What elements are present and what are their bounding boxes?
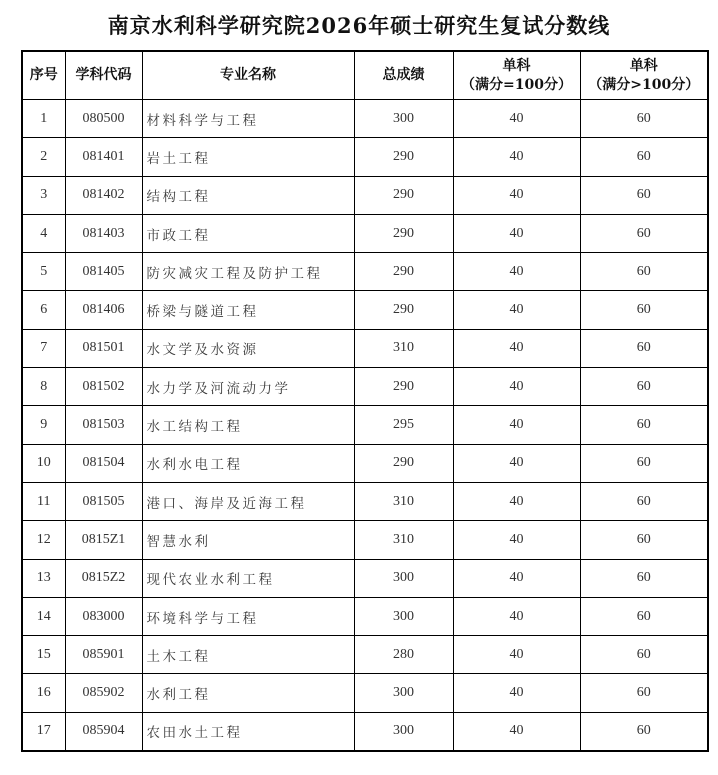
cell-single-over100: 60 — [580, 712, 708, 751]
cell-single-100: 40 — [453, 559, 580, 597]
cell-total: 290 — [354, 214, 453, 252]
cell-major: 环境科学与工程 — [142, 597, 354, 635]
cell-single-over100: 60 — [580, 482, 708, 520]
header-single-over100-line1: 单科 — [629, 57, 658, 74]
cell-single-over100: 60 — [580, 100, 708, 138]
cell-single-100: 40 — [453, 521, 580, 559]
cell-index: 17 — [22, 712, 65, 751]
header-single-100-line1: 单科 — [502, 57, 531, 74]
cell-index: 6 — [22, 291, 65, 329]
cell-code: 083000 — [65, 597, 142, 635]
cell-index: 11 — [22, 482, 65, 520]
cell-single-over100: 60 — [580, 444, 708, 482]
cell-single-100: 40 — [453, 329, 580, 367]
cell-index: 10 — [22, 444, 65, 482]
cell-single-over100: 60 — [580, 636, 708, 674]
cell-total: 300 — [354, 712, 453, 751]
header-single-over100-line2: （满分>100分） — [588, 76, 700, 93]
cell-total: 290 — [354, 138, 453, 176]
cell-single-100: 40 — [453, 712, 580, 751]
cell-total: 290 — [354, 253, 453, 291]
header-single-100 — [453, 51, 580, 100]
header-index: 序号 — [22, 51, 65, 100]
cell-code: 081503 — [65, 406, 142, 444]
cell-code: 0815Z1 — [65, 521, 142, 559]
cell-code: 085901 — [65, 636, 142, 674]
cell-major: 现代农业水利工程 — [142, 559, 354, 597]
cell-code: 081502 — [65, 368, 142, 406]
table-row — [22, 636, 708, 674]
page-title: 南京水利科学研究院2026年硕士研究生复试分数线 — [107, 13, 611, 38]
cell-single-over100: 60 — [580, 674, 708, 712]
cell-major: 水利水电工程 — [142, 444, 354, 482]
cell-total: 310 — [354, 521, 453, 559]
table-row — [22, 100, 708, 138]
cell-single-over100: 60 — [580, 214, 708, 252]
cell-code: 085902 — [65, 674, 142, 712]
cell-code: 081505 — [65, 482, 142, 520]
table-row — [22, 214, 708, 252]
table-header — [22, 51, 708, 100]
cell-single-100: 40 — [453, 100, 580, 138]
cell-major: 水利工程 — [142, 674, 354, 712]
cell-index: 8 — [22, 368, 65, 406]
table-row — [22, 138, 708, 176]
cell-major: 水文学及水资源 — [142, 329, 354, 367]
cell-code: 081401 — [65, 138, 142, 176]
cell-major: 市政工程 — [142, 214, 354, 252]
cell-single-100: 40 — [453, 674, 580, 712]
header-single-over100 — [580, 51, 708, 100]
cell-index: 13 — [22, 559, 65, 597]
table-body — [22, 100, 708, 752]
cell-single-100: 40 — [453, 482, 580, 520]
cell-single-over100: 60 — [580, 176, 708, 214]
header-total: 总成绩 — [354, 51, 453, 100]
cell-single-100: 40 — [453, 406, 580, 444]
header-major: 专业名称 — [142, 51, 354, 100]
cell-major: 材料科学与工程 — [142, 100, 354, 138]
cell-single-100: 40 — [453, 253, 580, 291]
cell-index: 15 — [22, 636, 65, 674]
cell-single-over100: 60 — [580, 559, 708, 597]
cell-total: 290 — [354, 368, 453, 406]
cell-code: 081403 — [65, 214, 142, 252]
cell-code: 0815Z2 — [65, 559, 142, 597]
cell-single-over100: 60 — [580, 253, 708, 291]
cell-code: 081501 — [65, 329, 142, 367]
cell-code: 081406 — [65, 291, 142, 329]
cell-major: 岩土工程 — [142, 138, 354, 176]
cell-total: 300 — [354, 597, 453, 635]
table-row — [22, 329, 708, 367]
table-row — [22, 712, 708, 751]
header-single-100-line2: （满分=100分） — [461, 76, 572, 93]
cell-single-over100: 60 — [580, 291, 708, 329]
cell-total: 280 — [354, 636, 453, 674]
cell-index: 3 — [22, 176, 65, 214]
table-row — [22, 406, 708, 444]
cell-total: 310 — [354, 482, 453, 520]
cell-total: 290 — [354, 291, 453, 329]
cell-total: 300 — [354, 559, 453, 597]
cell-code: 080500 — [65, 100, 142, 138]
cell-total: 290 — [354, 176, 453, 214]
table-row — [22, 253, 708, 291]
table-row — [22, 176, 708, 214]
cell-single-100: 40 — [453, 444, 580, 482]
cell-index: 14 — [22, 597, 65, 635]
table-row — [22, 597, 708, 635]
table-row — [22, 521, 708, 559]
cell-major: 港口、海岸及近海工程 — [142, 482, 354, 520]
cell-single-100: 40 — [453, 214, 580, 252]
cell-single-over100: 60 — [580, 597, 708, 635]
cell-index: 16 — [22, 674, 65, 712]
cell-index: 2 — [22, 138, 65, 176]
cell-total: 300 — [354, 100, 453, 138]
cell-single-over100: 60 — [580, 521, 708, 559]
cell-code: 081402 — [65, 176, 142, 214]
cell-single-100: 40 — [453, 597, 580, 635]
cell-major: 水力学及河流动力学 — [142, 368, 354, 406]
cell-index: 9 — [22, 406, 65, 444]
cell-major: 智慧水利 — [142, 521, 354, 559]
cell-single-over100: 60 — [580, 368, 708, 406]
cell-index: 7 — [22, 329, 65, 367]
header-row — [22, 51, 708, 100]
cell-major: 农田水土工程 — [142, 712, 354, 751]
cell-single-100: 40 — [453, 176, 580, 214]
cell-index: 5 — [22, 253, 65, 291]
cell-total: 300 — [354, 674, 453, 712]
cell-single-100: 40 — [453, 138, 580, 176]
cell-major: 结构工程 — [142, 176, 354, 214]
cell-major: 土木工程 — [142, 636, 354, 674]
cell-single-100: 40 — [453, 636, 580, 674]
table-row — [22, 291, 708, 329]
score-table — [21, 50, 709, 752]
cell-single-over100: 60 — [580, 406, 708, 444]
cell-total: 290 — [354, 444, 453, 482]
table-row — [22, 674, 708, 712]
cell-code: 081504 — [65, 444, 142, 482]
cell-code: 085904 — [65, 712, 142, 751]
cell-single-over100: 60 — [580, 138, 708, 176]
table-row — [22, 444, 708, 482]
table-row — [22, 482, 708, 520]
cell-single-over100: 60 — [580, 329, 708, 367]
table-row — [22, 368, 708, 406]
cell-major: 防灾减灾工程及防护工程 — [142, 253, 354, 291]
cell-index: 12 — [22, 521, 65, 559]
cell-single-100: 40 — [453, 368, 580, 406]
table-row — [22, 559, 708, 597]
cell-major: 桥梁与隧道工程 — [142, 291, 354, 329]
cell-total: 310 — [354, 329, 453, 367]
cell-code: 081405 — [65, 253, 142, 291]
header-code: 学科代码 — [65, 51, 142, 100]
cell-index: 4 — [22, 214, 65, 252]
cell-single-100: 40 — [453, 291, 580, 329]
cell-index: 1 — [22, 100, 65, 138]
cell-major: 水工结构工程 — [142, 406, 354, 444]
cell-total: 295 — [354, 406, 453, 444]
